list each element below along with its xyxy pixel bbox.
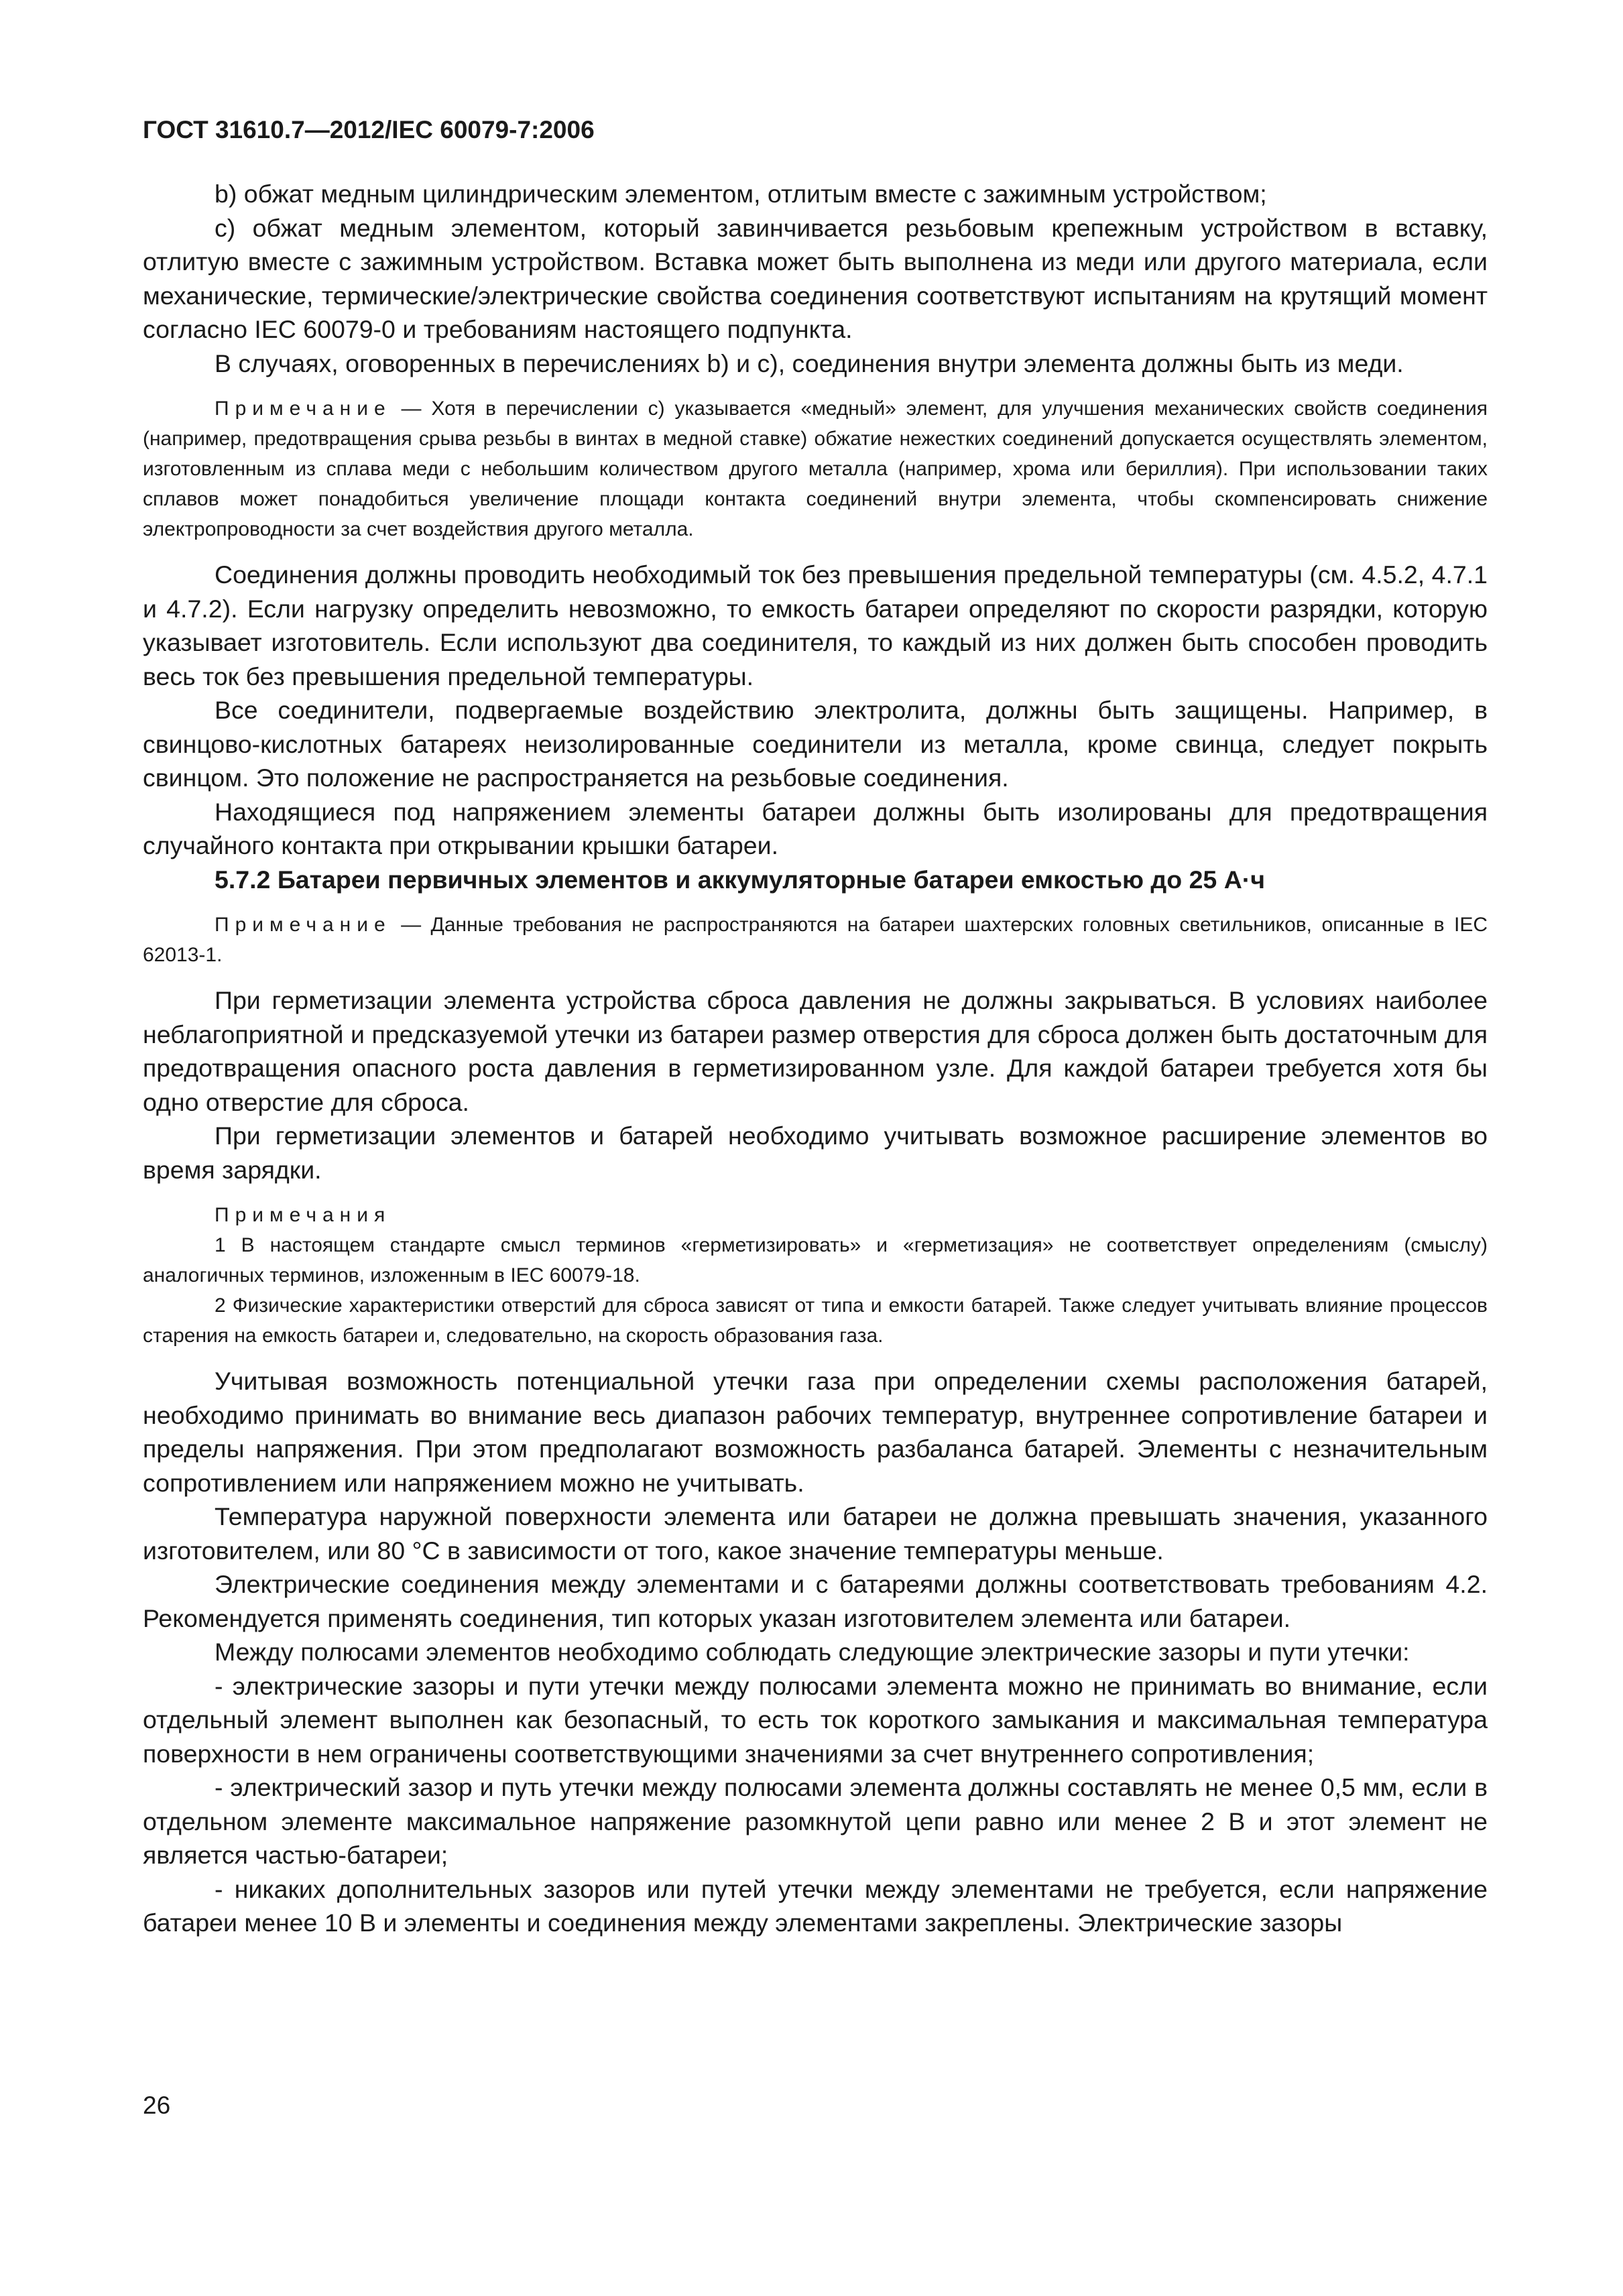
paragraph: Находящиеся под напряжением элементы батареи должны быть изолированы для предотвращения случайного контакта при открывании крышки батареи.	[143, 797, 1488, 859]
note-label: Примечание	[215, 398, 392, 420]
paragraph: Температура наружной поверхности элемента или батареи не должна превышать значения, указанного изготовителем, или 80 °С в зависимости от того, какое значение температуры меньше.	[143, 1502, 1488, 1565]
paragraph: b) обжат медным цилиндрическим элементом, отлитым вместе с зажимным устройством;	[215, 180, 1267, 208]
paragraph: При герметизации элементов и батарей необходимо учитывать возможное расширение элементов во время зарядки.	[143, 1122, 1488, 1184]
document-page	[143, 114, 1488, 1940]
list-item: - никаких дополнительных зазоров или путей утечки между элементами не требуется, если напряжение батареи менее 10 В и элементы и соединения между элементами закреплены. Электрические зазоры	[143, 1874, 1488, 1937]
document-header: ГОСТ 31610.7—2012/IEC 60079-7:2006	[143, 116, 595, 143]
note-item: 2 Физические характеристики отверстий для сброса зависят от типа и емкости батарей. Также следует учитывать влияние процессов старения на емкость батареи и, следовательно, на скорость образования газа.	[143, 1294, 1488, 1347]
list-item: - электрические зазоры и пути утечки между полюсами элемента можно не принимать во внимание, если отдельный элемент выполнен как безопасный, то есть ток короткого замыкания и максимальная температура поверхности в нем ограничены соответствующими значениями за счет внутреннего сопротивления;	[143, 1671, 1488, 1768]
paragraph: Все соединители, подвергаемые воздействию электролита, должны быть защищены. Например, в свинцово-кислотных батареях неизолированные соединители из металла, кроме свинца, следует покрыть свинцом. Это положение не распространяется на резьбовые соединения.	[143, 696, 1488, 792]
note	[143, 910, 1488, 970]
page-number: 26	[143, 2092, 171, 2119]
note	[143, 394, 1488, 544]
note-label: Примечание	[215, 914, 392, 936]
section-heading: 5.7.2 Батареи первичных элементов и аккумуляторные батареи емкостью до 25 А·ч	[215, 865, 1266, 894]
paragraph: Соединения должны проводить необходимый ток без превышения предельной температуры (см. 4.5.2, 4.7.1 и 4.7.2). Если нагрузку определить невозможно, то емкость батареи определяют по скорости разрядки, которую указывает изготовитель. Если используют два соединителя, то каждый из них должен быть способен проводить весь ток без превышения предельной температуры.	[143, 560, 1488, 690]
paragraph: с) обжат медным элементом, который завинчивается резьбовым крепежным устройством в вставку, отлитую вместе с зажимным устройством. Вставка может быть выполнена из меди или другого материала, если механические, термические/электрические свойства соединения соответствуют испытаниям на крутящий момент согласно IEC 60079-0 и требованиям настоящего подпункта.	[143, 213, 1488, 343]
list-item: - электрический зазор и путь утечки между полюсами элемента должны составлять не менее 0,5 мм, если в отдельном элементе максимальное напряжение разомкнутой цепи равно или менее 2 В и этот элемент не является частью-батареи;	[143, 1773, 1488, 1869]
paragraph: Учитывая возможность потенциальной утечки газа при определении схемы расположения батарей, необходимо принимать во внимание весь диапазон рабочих температур, внутреннее сопротивление батареи и пределы напряжения. При этом предполагают возможность разбаланса батарей. Элементы с незначительным сопротивлением или напряжением можно не учитывать.	[143, 1367, 1488, 1497]
paragraph: Между полюсами элементов необходимо соблюдать следующие электрические зазоры и пути утечки:	[215, 1638, 1410, 1666]
note-text: — Хотя в перечислении с) указывается «медный» элемент, для улучшения механических свойств соединения (например, предотвращения срыва резьбы в винтах в медной ставке) обжатие нежестких соединений допускается осуществлять элементом, изготовленным из сплава меди с небольшим количеством другого металла (например, хрома или бериллия). При использовании таких сплавов может понадобиться увеличение площади контакта соединений внутри элемента, чтобы скомпенсировать снижение электропроводности за счет воздействия другого металла.	[143, 398, 1488, 540]
note-text: — Данные требования не распространяются на батареи шахтерских головных светильников, описанные в IEC 62013-1.	[143, 914, 1488, 966]
paragraph: При герметизации элемента устройства сброса давления не должны закрываться. В условиях наиболее неблагоприятной и предсказуемой утечки из батареи размер отверстия для сброса должен быть достаточным для предотвращения опасного роста давления в герметизированном узле. Для каждой батареи требуется хотя бы одно отверстие для сброса.	[143, 986, 1488, 1116]
notes-label: Примечания	[215, 1204, 392, 1226]
paragraph: В случаях, оговоренных в перечислениях b) и с), соединения внутри элемента должны быть из меди.	[215, 349, 1404, 377]
note-item: 1 В настоящем стандарте смысл терминов «герметизировать» и «герметизация» не соответствует определениям (смыслу) аналогичных терминов, изложенным в IEC 60079-18.	[143, 1234, 1488, 1286]
paragraph: Электрические соединения между элементами и с батареями должны соответствовать требованиям 4.2. Рекомендуется применять соединения, тип которых указан изготовителем элемента или батареи.	[143, 1570, 1488, 1632]
